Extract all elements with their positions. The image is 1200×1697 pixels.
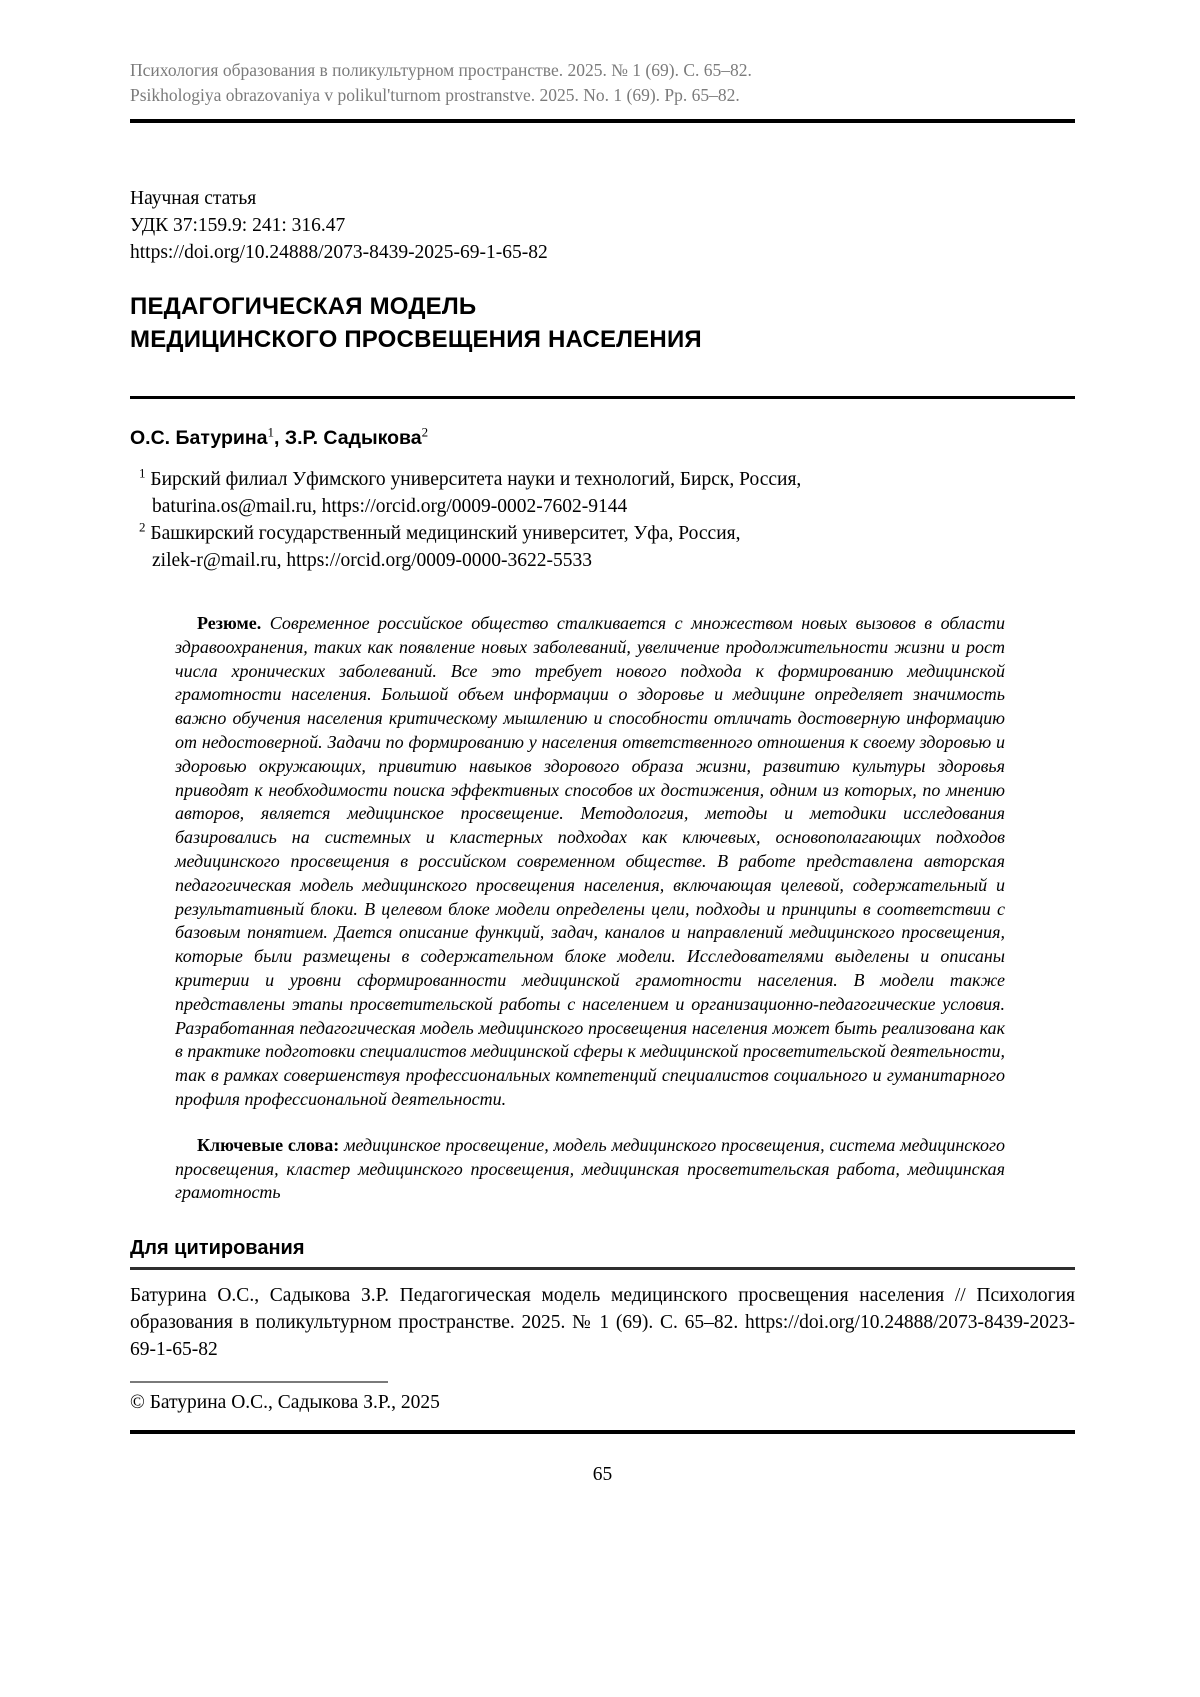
affiliation-item-2: [130, 520, 1075, 574]
journal-running-head: [130, 58, 1075, 123]
article-type-label: Научная статья: [130, 188, 257, 209]
abstract-text: Современное российское общество сталкивается с множеством новых вызовов в области здравоохранения, таких как появление новых заболеваний, увеличение продолжительности жизни и рост числа хронических заболеваний. Все это требует нового подхода к формированию медицинской грамотности населения. Большой объем информации о здоровье и медицине определяет значимость важно обучения населения критическому мышлению и способности отличать достоверную информацию от недостоверной. Задачи по формированию у населения ответственного отношения к своему здоровью и здоровью окружающих, привитию навыков здорового образа жизни, развитию культуры здоровья приводят к необходимости поиска эффективных способов их достижения, одним из которых, по мнению авторов, является медицинское просвещение. Методология, методы и методики исследования базировались на системных и кластерных подходах как ключевых, основополагающих подходов медицинского просвещения в российском современном обществе. В работе представлена авторская педагогическая модель медицинского просвещения населения, включающая целевой, содержательный и результативный блоки. В целевом блоке модели определены цели, подходы и принципы в соответствии с базовым понятием. Дается описание функций, задач, каналов и направлений медицинского просвещения, которые были размещены в содержательном блоке модели. Исследователями выделены и описаны критерии и уровни сформированности медицинской грамотности населения. В модели также представлены этапы просветительской работы с населением и организационно-педагогические условия. Разработанная педагогическая модель медицинского просвещения населения может быть реализована как в практике подготовки специалистов медицинской сферы к медицинской просветительской деятельности, так в рамках совершенствуя профессиональных компетенций специалистов социального и гуманитарного профиля профессиональной деятельности.: [175, 613, 1006, 1109]
authors-line: [130, 424, 1075, 450]
author-affiliation-ref-1: 1: [267, 424, 275, 440]
abstract-label: Резюме.: [197, 613, 262, 633]
footnote-divider-rule: [130, 1381, 388, 1383]
author-name-2: З.Р. Садыкова: [284, 427, 422, 449]
keywords-text: медицинское просвещение, модель медицинского просвещения, система медицинского просвещения, кластер медицинского просвещения, медицинская просветительская работа, медицинская грамотность: [175, 1134, 1005, 1203]
article-title-line1: ПЕДАГОГИЧЕСКАЯ МОДЕЛЬ: [130, 293, 477, 320]
authors-separator: ,: [274, 427, 285, 449]
copyright-line: © Батурина О.С., Садыкова З.Р., 2025: [130, 1392, 440, 1414]
journal-title-ru: Психология образования в поликультурном пространстве. 2025. № 1 (69). С. 65–82.: [130, 60, 752, 80]
article-title-line2: МЕДИЦИНСКОГО ПРОСВЕЩЕНИЯ НАСЕЛЕНИЯ: [130, 326, 702, 353]
keywords-label: Ключевые слова:: [197, 1134, 340, 1155]
affiliation-number-1: 1: [139, 465, 146, 481]
affiliations-block: [130, 466, 1075, 574]
abstract-paragraph: [175, 612, 1005, 1112]
journal-title-translit: Psikhologiya obrazovaniya v polikul'turnom prostranstve. 2025. No. 1 (69). Pp. 65–82.: [130, 85, 740, 105]
keywords-paragraph: [175, 1134, 1005, 1205]
citation-heading: Для цитирования: [130, 1237, 305, 1260]
affiliation-contact-2: zilek-r@mail.ru, https://orcid.org/0009-0000-3622-5533: [152, 550, 593, 571]
affiliation-number-2: 2: [139, 519, 146, 535]
citation-heading-section: [130, 1237, 1075, 1270]
footer-divider-rule: [130, 1430, 1075, 1434]
affiliation-org-1: Бирский филиал Уфимского университета науки и технологий, Бирск, Россия,: [150, 469, 802, 490]
title-divider-rule: [130, 396, 1075, 399]
affiliation-org-2: Башкирский государственный медицинский университет, Уфа, Россия,: [150, 523, 741, 544]
article-doi: https://doi.org/10.24888/2073-8439-2025-69-1-65-82: [130, 242, 548, 263]
citation-text: Батурина О.С., Садыкова З.Р. Педагогическая модель медицинского просвещения населения // Психология образования в поликультурном пространстве. 2025. № 1 (69). С. 65–82. https://doi.org/10.24888/2073-8439-2023-69-1-65-82: [130, 1285, 1075, 1361]
author-name-1: О.С. Батурина: [130, 427, 268, 449]
udc-code: УДК 37:159.9: 241: 316.47: [130, 215, 346, 236]
author-affiliation-ref-2: 2: [421, 424, 429, 440]
affiliation-contact-1: baturina.os@mail.ru, https://orcid.org/0009-0002-7602-9144: [152, 496, 628, 517]
page-number: 65: [592, 1464, 613, 1486]
article-title: [130, 290, 1075, 356]
affiliation-item-1: [130, 466, 1075, 520]
article-meta: [130, 185, 1075, 266]
